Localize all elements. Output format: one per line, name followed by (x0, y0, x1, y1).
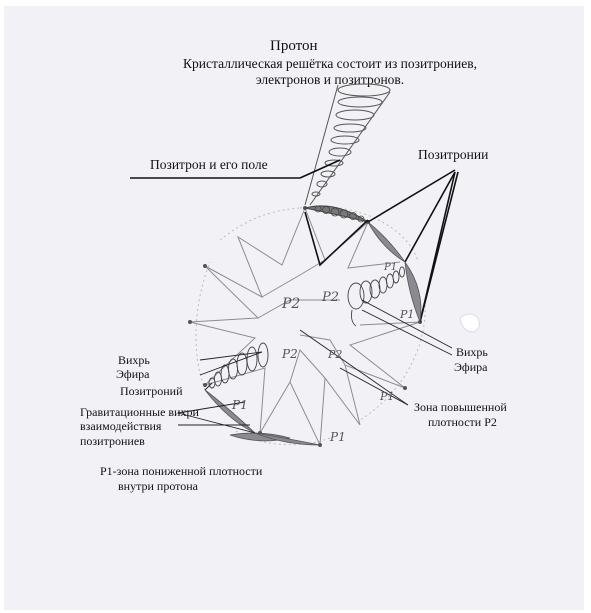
proton-boundary-dashed (196, 207, 425, 445)
zone-mark-p1-d: P1 (330, 430, 346, 444)
zone-mark-p1-e: P1 (380, 390, 395, 403)
scan-artifact (460, 314, 479, 332)
label-ether-vortex-left-1: Вихрь (118, 353, 150, 367)
zone-mark-p1-a: P1 (400, 308, 415, 321)
zone-mark-p2-a: P2 (282, 296, 301, 312)
label-ether-vortex-left-2: Эфира (116, 367, 150, 381)
label-gravity-1: Гравитационные вихри (80, 405, 199, 419)
label-p1-zone-1: P1-зона пониженной плотности (100, 464, 263, 478)
zone-mark-p2-b: P2 (322, 290, 340, 305)
label-ether-vortex-right-2: Эфира (454, 360, 488, 374)
label-positron-field: Позитрон и его поле (150, 157, 268, 172)
zone-mark-p2-d: P2 (328, 348, 343, 361)
diagram-title: Протон (270, 38, 318, 54)
label-ether-vortex-right-1: Вихрь (456, 345, 488, 359)
label-p1-zone-2: внутри протона (118, 479, 198, 493)
label-p2-zone-1: Зона повышенной (414, 400, 507, 414)
subtitle-line-1: Кристаллическая решётка состоит из позитрониев, (183, 56, 477, 71)
zone-mark-p1-c: P1 (232, 398, 248, 412)
subtitle-line-2: электронов и позитронов. (255, 72, 405, 87)
zone-mark-p2-c: P2 (282, 347, 298, 361)
label-positronia: Позитронии (418, 147, 489, 162)
zone-mark-p1-b: P1 (384, 262, 398, 273)
label-positronium-left: Позитроний (120, 384, 183, 398)
label-p2-zone-2: плотности P2 (428, 415, 497, 429)
label-gravity-3: позитрониев (80, 434, 145, 448)
label-gravity-2: взаимодействия (80, 419, 162, 433)
positron-cone (305, 84, 390, 205)
